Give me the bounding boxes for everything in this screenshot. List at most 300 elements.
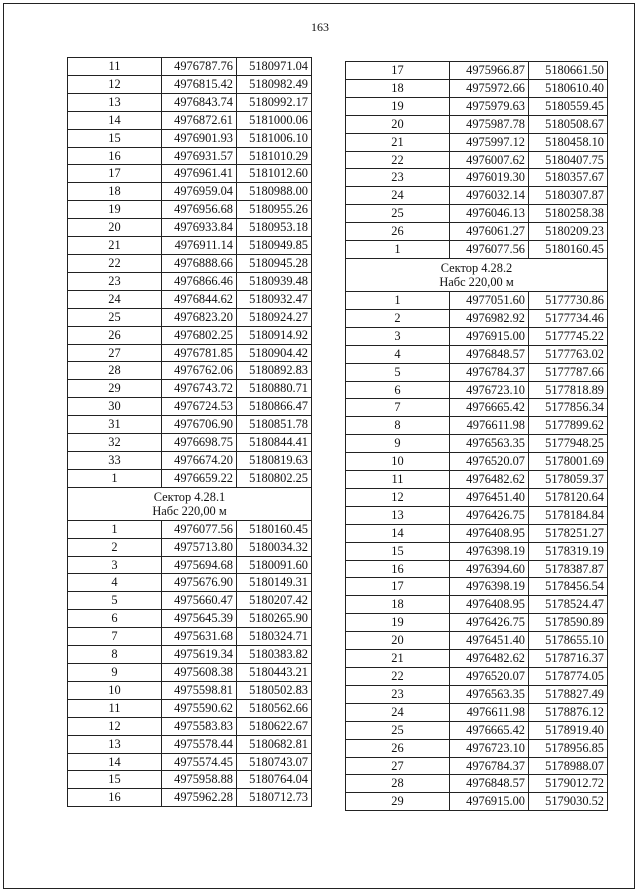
y-coordinate: 5180866.47 [237, 398, 312, 416]
point-number: 11 [68, 58, 162, 76]
x-coordinate: 4975583.83 [162, 717, 237, 735]
table-row [346, 205, 608, 223]
coordinates-table-left [67, 57, 312, 807]
table-row [346, 62, 608, 80]
table-row [346, 187, 608, 205]
sector-header [346, 258, 608, 291]
x-coordinate: 4976520.07 [450, 668, 529, 686]
point-number: 18 [346, 596, 450, 614]
y-coordinate: 5180324.71 [237, 628, 312, 646]
table-row [68, 451, 312, 469]
sector-header-row [346, 258, 608, 291]
point-number: 1 [68, 469, 162, 487]
table-row [346, 614, 608, 632]
point-number: 23 [68, 272, 162, 290]
y-coordinate: 5180357.67 [529, 169, 608, 187]
table-row [346, 471, 608, 489]
x-coordinate: 4976698.75 [162, 434, 237, 452]
y-coordinate: 5180207.42 [237, 592, 312, 610]
table-row [346, 151, 608, 169]
point-number: 14 [68, 753, 162, 771]
y-coordinate: 5179030.52 [529, 793, 608, 811]
table-row [346, 506, 608, 524]
table-row [68, 574, 312, 592]
y-coordinate: 5180851.78 [237, 416, 312, 434]
x-coordinate: 4976872.61 [162, 111, 237, 129]
x-coordinate: 4976866.46 [162, 272, 237, 290]
table-row [346, 793, 608, 811]
x-coordinate: 4976848.57 [450, 775, 529, 793]
point-number: 31 [68, 416, 162, 434]
table-row [68, 237, 312, 255]
table-row [346, 435, 608, 453]
y-coordinate: 5178001.69 [529, 453, 608, 471]
point-number: 15 [68, 771, 162, 789]
table-row [346, 524, 608, 542]
table-row [68, 717, 312, 735]
y-coordinate: 5180880.71 [237, 380, 312, 398]
table-row [346, 488, 608, 506]
table-row [68, 556, 312, 574]
table-row [346, 632, 608, 650]
table-row [68, 272, 312, 290]
x-coordinate: 4976982.92 [450, 309, 529, 327]
x-coordinate: 4976823.20 [162, 308, 237, 326]
point-number: 25 [346, 721, 450, 739]
table-row [68, 538, 312, 556]
x-coordinate: 4976426.75 [450, 614, 529, 632]
y-coordinate: 5180844.41 [237, 434, 312, 452]
point-number: 1 [346, 291, 450, 309]
y-coordinate: 5180682.81 [237, 735, 312, 753]
x-coordinate: 4976398.19 [450, 578, 529, 596]
table-row [346, 115, 608, 133]
y-coordinate: 5180160.45 [529, 241, 608, 259]
x-coordinate: 4976611.98 [450, 417, 529, 435]
y-coordinate: 5177899.62 [529, 417, 608, 435]
x-coordinate: 4975966.87 [450, 62, 529, 80]
sector-header-row [68, 487, 312, 520]
x-coordinate: 4976901.93 [162, 129, 237, 147]
point-number: 15 [68, 129, 162, 147]
y-coordinate: 5180661.50 [529, 62, 608, 80]
y-coordinate: 5180307.87 [529, 187, 608, 205]
point-number: 27 [346, 757, 450, 775]
point-number: 29 [68, 380, 162, 398]
x-coordinate: 4975631.68 [162, 628, 237, 646]
point-number: 1 [68, 520, 162, 538]
y-coordinate: 5178876.12 [529, 703, 608, 721]
y-coordinate: 5180562.66 [237, 699, 312, 717]
point-number: 33 [68, 451, 162, 469]
table-row [68, 380, 312, 398]
y-coordinate: 5177818.89 [529, 381, 608, 399]
y-coordinate: 5180443.21 [237, 664, 312, 682]
x-coordinate: 4976724.53 [162, 398, 237, 416]
point-number: 23 [346, 685, 450, 703]
table-row [68, 147, 312, 165]
y-coordinate: 5179012.72 [529, 775, 608, 793]
point-number: 23 [346, 169, 450, 187]
point-number: 12 [346, 488, 450, 506]
table-row [346, 596, 608, 614]
point-number: 3 [346, 327, 450, 345]
x-coordinate: 4976019.30 [450, 169, 529, 187]
table-row [68, 183, 312, 201]
point-number: 21 [346, 650, 450, 668]
point-number: 12 [68, 75, 162, 93]
table-body [346, 62, 608, 811]
x-coordinate: 4976781.85 [162, 344, 237, 362]
x-coordinate: 4976482.62 [450, 471, 529, 489]
table-row [68, 58, 312, 76]
y-coordinate: 5177730.86 [529, 291, 608, 309]
point-number: 25 [68, 308, 162, 326]
x-coordinate: 4975574.45 [162, 753, 237, 771]
y-coordinate: 5178827.49 [529, 685, 608, 703]
y-coordinate: 5178251.27 [529, 524, 608, 542]
table-row [346, 345, 608, 363]
y-coordinate: 5180992.17 [237, 93, 312, 111]
table-row [346, 169, 608, 187]
y-coordinate: 5180914.92 [237, 326, 312, 344]
table-row [346, 363, 608, 381]
point-number: 13 [68, 735, 162, 753]
point-number: 17 [346, 62, 450, 80]
point-number: 11 [68, 699, 162, 717]
page-number: 163 [311, 20, 329, 34]
table-row [68, 681, 312, 699]
x-coordinate: 4975713.80 [162, 538, 237, 556]
table-row [68, 362, 312, 380]
table-row [68, 699, 312, 717]
y-coordinate: 5181006.10 [237, 129, 312, 147]
y-coordinate: 5178590.89 [529, 614, 608, 632]
x-coordinate: 4976888.66 [162, 254, 237, 272]
x-coordinate: 4976911.14 [162, 237, 237, 255]
y-coordinate: 5180508.67 [529, 115, 608, 133]
y-coordinate: 5177734.46 [529, 309, 608, 327]
point-number: 14 [68, 111, 162, 129]
y-coordinate: 5177856.34 [529, 399, 608, 417]
x-coordinate: 4975987.78 [450, 115, 529, 133]
x-coordinate: 4976659.22 [162, 469, 237, 487]
x-coordinate: 4976520.07 [450, 453, 529, 471]
table-row [68, 129, 312, 147]
x-coordinate: 4976915.00 [450, 793, 529, 811]
table-row [346, 399, 608, 417]
table-row [346, 133, 608, 151]
point-number: 2 [68, 538, 162, 556]
table-row [68, 201, 312, 219]
x-coordinate: 4976762.06 [162, 362, 237, 380]
point-number: 22 [68, 254, 162, 272]
table-row [346, 223, 608, 241]
table-row [68, 290, 312, 308]
y-coordinate: 5180209.23 [529, 223, 608, 241]
x-coordinate: 4975619.34 [162, 646, 237, 664]
y-coordinate: 5180160.45 [237, 520, 312, 538]
table-row [68, 610, 312, 628]
point-number: 7 [68, 628, 162, 646]
table-row [68, 789, 312, 807]
point-number: 16 [346, 560, 450, 578]
x-coordinate: 4976844.62 [162, 290, 237, 308]
x-coordinate: 4976674.20 [162, 451, 237, 469]
y-coordinate: 5180892.83 [237, 362, 312, 380]
point-number: 22 [346, 668, 450, 686]
sector-title: Сектор 4.28.2 [440, 260, 513, 275]
table-row [68, 520, 312, 538]
table-row [346, 79, 608, 97]
x-coordinate: 4976451.40 [450, 632, 529, 650]
y-coordinate: 5177787.66 [529, 363, 608, 381]
point-number: 10 [68, 681, 162, 699]
table-row [68, 344, 312, 362]
x-coordinate: 4976408.95 [450, 524, 529, 542]
table-row [346, 650, 608, 668]
x-coordinate: 4976787.76 [162, 58, 237, 76]
y-coordinate: 5178456.54 [529, 578, 608, 596]
point-number: 13 [68, 93, 162, 111]
y-coordinate: 5180932.47 [237, 290, 312, 308]
x-coordinate: 4976961.41 [162, 165, 237, 183]
point-number: 20 [68, 219, 162, 237]
y-coordinate: 5178956.85 [529, 739, 608, 757]
x-coordinate: 4975979.63 [450, 97, 529, 115]
y-coordinate: 5180939.48 [237, 272, 312, 290]
point-number: 29 [346, 793, 450, 811]
y-coordinate: 5180802.25 [237, 469, 312, 487]
y-coordinate: 5178524.47 [529, 596, 608, 614]
y-coordinate: 5178655.10 [529, 632, 608, 650]
y-coordinate: 5177745.22 [529, 327, 608, 345]
x-coordinate: 4976061.27 [450, 223, 529, 241]
x-coordinate: 4975660.47 [162, 592, 237, 610]
y-coordinate: 5180258.38 [529, 205, 608, 223]
x-coordinate: 4975578.44 [162, 735, 237, 753]
point-number: 8 [68, 646, 162, 664]
y-coordinate: 5181010.29 [237, 147, 312, 165]
x-coordinate: 4975608.38 [162, 664, 237, 682]
point-number: 9 [346, 435, 450, 453]
x-coordinate: 4976426.75 [450, 506, 529, 524]
table-body [68, 58, 312, 807]
table-row [68, 628, 312, 646]
y-coordinate: 5178774.05 [529, 668, 608, 686]
x-coordinate: 4976451.40 [450, 488, 529, 506]
table-row [68, 735, 312, 753]
x-coordinate: 4976784.37 [450, 757, 529, 775]
x-coordinate: 4976959.04 [162, 183, 237, 201]
point-number: 24 [346, 187, 450, 205]
point-number: 24 [346, 703, 450, 721]
y-coordinate: 5178319.19 [529, 542, 608, 560]
point-number: 19 [346, 97, 450, 115]
table-row [346, 685, 608, 703]
table-row [68, 93, 312, 111]
y-coordinate: 5181012.60 [237, 165, 312, 183]
x-coordinate: 4976743.72 [162, 380, 237, 398]
x-coordinate: 4976398.19 [450, 542, 529, 560]
y-coordinate: 5177948.25 [529, 435, 608, 453]
x-coordinate: 4976723.10 [450, 739, 529, 757]
point-number: 17 [346, 578, 450, 596]
x-coordinate: 4976046.13 [450, 205, 529, 223]
x-coordinate: 4976802.25 [162, 326, 237, 344]
table-row [68, 111, 312, 129]
x-coordinate: 4975590.62 [162, 699, 237, 717]
y-coordinate: 5178988.07 [529, 757, 608, 775]
x-coordinate: 4976933.84 [162, 219, 237, 237]
x-coordinate: 4976956.68 [162, 201, 237, 219]
x-coordinate: 4975997.12 [450, 133, 529, 151]
point-number: 26 [346, 223, 450, 241]
point-number: 6 [68, 610, 162, 628]
table-row [68, 753, 312, 771]
y-coordinate: 5180610.40 [529, 79, 608, 97]
y-coordinate: 5178120.64 [529, 488, 608, 506]
sector-title: Сектор 4.28.1 [153, 489, 226, 504]
x-coordinate: 4976408.95 [450, 596, 529, 614]
x-coordinate: 4975645.39 [162, 610, 237, 628]
point-number: 20 [346, 632, 450, 650]
y-coordinate: 5178716.37 [529, 650, 608, 668]
y-coordinate: 5180904.42 [237, 344, 312, 362]
x-coordinate: 4976723.10 [450, 381, 529, 399]
point-number: 27 [68, 344, 162, 362]
table-row [68, 254, 312, 272]
y-coordinate: 5178387.87 [529, 560, 608, 578]
table-row [68, 434, 312, 452]
y-coordinate: 5180945.28 [237, 254, 312, 272]
x-coordinate: 4976848.57 [450, 345, 529, 363]
table-row [346, 309, 608, 327]
table-row [68, 326, 312, 344]
point-number: 24 [68, 290, 162, 308]
y-coordinate: 5180458.10 [529, 133, 608, 151]
y-coordinate: 5180034.32 [237, 538, 312, 556]
table-row [346, 327, 608, 345]
x-coordinate: 4976563.35 [450, 435, 529, 453]
point-number: 19 [68, 201, 162, 219]
point-number: 17 [68, 165, 162, 183]
x-coordinate: 4976077.56 [162, 520, 237, 538]
table-row [346, 721, 608, 739]
table-row [346, 453, 608, 471]
y-coordinate: 5180383.82 [237, 646, 312, 664]
table-row [346, 703, 608, 721]
point-number: 21 [68, 237, 162, 255]
point-number: 32 [68, 434, 162, 452]
y-coordinate: 5180407.75 [529, 151, 608, 169]
point-number: 28 [346, 775, 450, 793]
point-number: 6 [346, 381, 450, 399]
y-coordinate: 5180149.31 [237, 574, 312, 592]
point-number: 8 [346, 417, 450, 435]
y-coordinate: 5180265.90 [237, 610, 312, 628]
table-row [346, 668, 608, 686]
x-coordinate: 4976032.14 [450, 187, 529, 205]
table-row [346, 381, 608, 399]
table-row [346, 775, 608, 793]
point-number: 5 [68, 592, 162, 610]
table-row [68, 398, 312, 416]
table-row [68, 646, 312, 664]
table-row [68, 416, 312, 434]
y-coordinate: 5180988.00 [237, 183, 312, 201]
point-number: 18 [68, 183, 162, 201]
table-row [68, 75, 312, 93]
x-coordinate: 4976843.74 [162, 93, 237, 111]
y-coordinate: 5180712.73 [237, 789, 312, 807]
coordinates-table-right [345, 61, 608, 811]
x-coordinate: 4976563.35 [450, 685, 529, 703]
point-number: 4 [68, 574, 162, 592]
x-coordinate: 4976784.37 [450, 363, 529, 381]
y-coordinate: 5178184.84 [529, 506, 608, 524]
table-row [346, 578, 608, 596]
y-coordinate: 5180982.49 [237, 75, 312, 93]
table-row [346, 757, 608, 775]
point-number: 30 [68, 398, 162, 416]
y-coordinate: 5180091.60 [237, 556, 312, 574]
table-row [68, 308, 312, 326]
x-coordinate: 4975694.68 [162, 556, 237, 574]
table-row [68, 219, 312, 237]
point-number: 3 [68, 556, 162, 574]
y-coordinate: 5178059.37 [529, 471, 608, 489]
x-coordinate: 4976611.98 [450, 703, 529, 721]
point-number: 22 [346, 151, 450, 169]
point-number: 5 [346, 363, 450, 381]
point-number: 20 [346, 115, 450, 133]
table-row [68, 165, 312, 183]
point-number: 2 [346, 309, 450, 327]
y-coordinate: 5180971.04 [237, 58, 312, 76]
y-coordinate: 5180502.83 [237, 681, 312, 699]
point-number: 26 [68, 326, 162, 344]
x-coordinate: 4975972.66 [450, 79, 529, 97]
y-coordinate: 5178919.40 [529, 721, 608, 739]
y-coordinate: 5180819.63 [237, 451, 312, 469]
point-number: 15 [346, 542, 450, 560]
point-number: 1 [346, 241, 450, 259]
x-coordinate: 4976665.42 [450, 399, 529, 417]
y-coordinate: 5180743.07 [237, 753, 312, 771]
y-coordinate: 5180764.04 [237, 771, 312, 789]
y-coordinate: 5181000.06 [237, 111, 312, 129]
x-coordinate: 4976815.42 [162, 75, 237, 93]
point-number: 13 [346, 506, 450, 524]
x-coordinate: 4975962.28 [162, 789, 237, 807]
y-coordinate: 5180953.18 [237, 219, 312, 237]
point-number: 18 [346, 79, 450, 97]
point-number: 10 [346, 453, 450, 471]
point-number: 14 [346, 524, 450, 542]
x-coordinate: 4976007.62 [450, 151, 529, 169]
x-coordinate: 4975958.88 [162, 771, 237, 789]
x-coordinate: 4976482.62 [450, 650, 529, 668]
sector-height: Набс 220,00 м [152, 503, 227, 518]
table-row [346, 417, 608, 435]
sector-height: Набс 220,00 м [439, 274, 514, 289]
point-number: 9 [68, 664, 162, 682]
sector-header [68, 487, 312, 520]
point-number: 28 [68, 362, 162, 380]
point-number: 19 [346, 614, 450, 632]
x-coordinate: 4976665.42 [450, 721, 529, 739]
